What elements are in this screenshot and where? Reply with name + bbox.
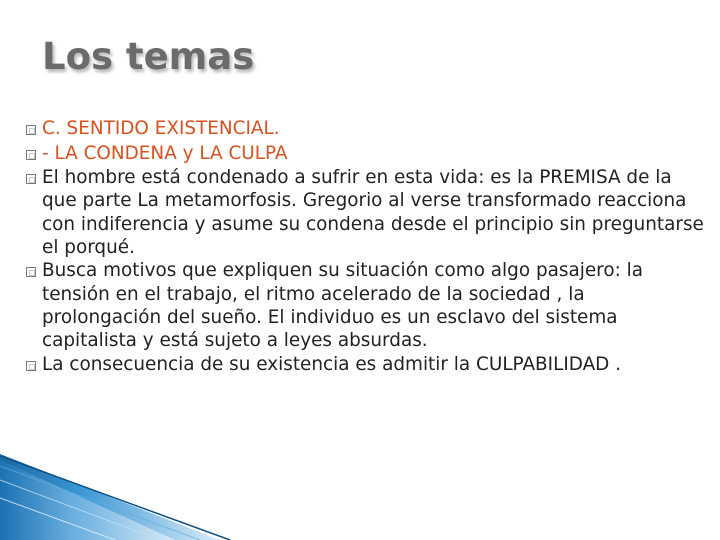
slide-title: Los temas	[42, 35, 255, 78]
bullet-item	[29, 166, 709, 259]
bullet-text: - LA CONDENA y LA CULPA	[42, 142, 288, 164]
bullet-text: Busca motivos que expliquen su situación como algo pasajero: la tensión en el trabajo, el ritmo acelerado de la sociedad , la prolongación del sueño. El individuo es un esclavo del sistema capitalista y está sujeto a leyes absurdas.	[42, 260, 643, 352]
bullet-item	[29, 142, 709, 167]
checkbox-square-icon	[26, 150, 36, 160]
bullet-text: La consecuencia de su existencia es admitir la CULPABILIDAD .	[42, 353, 622, 375]
bullet-item	[29, 117, 709, 142]
checkbox-square-icon	[26, 267, 36, 277]
checkbox-square-icon	[26, 361, 36, 371]
bullet-text: El hombre está condenado a sufrir en esta vida: es la PREMISA de la que parte La metamorfosis. Gregorio al verse transformado reacciona con indiferencia y asume su condena desde el principio sin preguntarse el porqué.	[42, 167, 704, 259]
bullet-list	[29, 117, 709, 376]
bullet-text: C. SENTIDO EXISTENCIAL.	[42, 118, 280, 139]
decorative-wave	[0, 440, 720, 540]
bullet-item	[29, 259, 709, 352]
bullet-item	[29, 353, 709, 376]
checkbox-square-icon	[26, 174, 36, 184]
checkbox-square-icon	[26, 125, 36, 135]
